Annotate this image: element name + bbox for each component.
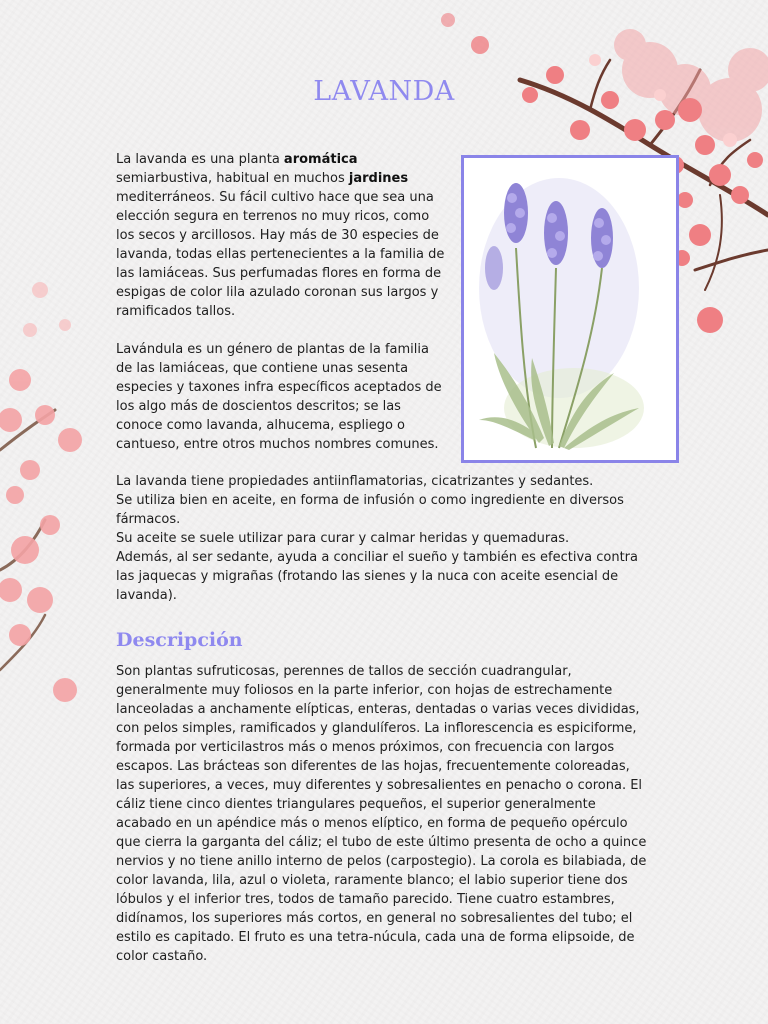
properties-paragraph (116, 472, 646, 605)
lavender-illustration-frame (461, 155, 679, 463)
properties-line-2: Se utiliza bien en aceite, en forma de infusión o como ingrediente en diversos fármacos. (116, 493, 624, 527)
properties-line-1: La lavanda tiene propiedades antiinflamatorias, cicatrizantes y sedantes. (116, 474, 594, 489)
description-heading: Descripción (116, 629, 243, 651)
page-title: LAVANDA (313, 76, 455, 107)
cherry-blossom-branch-left (0, 270, 110, 710)
properties-line-3: Su aceite se suele utilizar para curar y calmar heridas y quemaduras. (116, 531, 570, 546)
intro-paragraph-2: Lavándula es un género de plantas de la familia de las lamiáceas, que contiene unas sesenta especies y taxones infra específicos aceptados de los algo más de doscientos descritos; se las conoce como lavanda, alhucema, espliego o cantueso, entre otros muchos nombres comunes. (116, 342, 442, 452)
intro-text-part-3: mediterráneos. Su fácil cultivo hace que sea una elección segura en terrenos no muy ricos, como los secos y arcillosos. Hay más de 30 especies de lavanda, todas ellas pertenecientes a la familia de las lamiáceas. Sus perfumadas flores en forma de espigas de color lila azulado coronan sus largos y ramificados tallos. (116, 190, 445, 319)
lavender-illustration (464, 158, 676, 460)
intro-paragraph-1 (116, 150, 446, 321)
keyword-jardines: jardines (348, 171, 409, 186)
intro-text-part-1: La lavanda es una planta (116, 152, 284, 167)
description-paragraph: Son plantas sufruticosas, perennes de tallos de sección cuadrangular, generalmente muy foliosos en la parte inferior, con hojas de estrechamente lanceoladas a anchamente elípticas, enteras, dentadas o varias veces divididas, con pelos simples, ramificados y glandulíferos. La inflorescencia es espiciforme, formada por verticilastros más o menos próximos, con frecuencia con largos escapos. Las brácteas son diferentes de las hojas, frecuentemente coloreadas, las superiores, a veces, muy diferentes y sobresalientes en penacho o corona. El cáliz tiene cinco dientes triangulares pequeños, el superior generalmente acabado en un apéndice más o menos elíptico, en forma de pequeño opérculo que cierra la garganta del cáliz; el tubo de este último presenta de ocho a quince nervios y no tiene anillo interno de pelos (carpostegio). La corola es bilabiada, de color lavanda, lila, azul o violeta, raramente blanco; el labio superior tiene dos lóbulos y el inferior tres, todos de tamaño parecido. Tiene cuatro estambres, didínamos, los superiores más cortos, en general no sobresalientes del tubo; el estilo es capitado. El fruto es una tetra-núcula, cada una de forma elipsoide, de color castaño. (116, 664, 647, 964)
intro-text-part-2: semiarbustiva, habitual en muchos (116, 171, 349, 186)
keyword-aromatica: aromática (283, 152, 358, 167)
properties-line-4: Además, al ser sedante, ayuda a conciliar el sueño y también es efectiva contra las jaquecas y migrañas (frotando las sienes y la nuca con aceite esencial de lavanda). (116, 550, 638, 603)
